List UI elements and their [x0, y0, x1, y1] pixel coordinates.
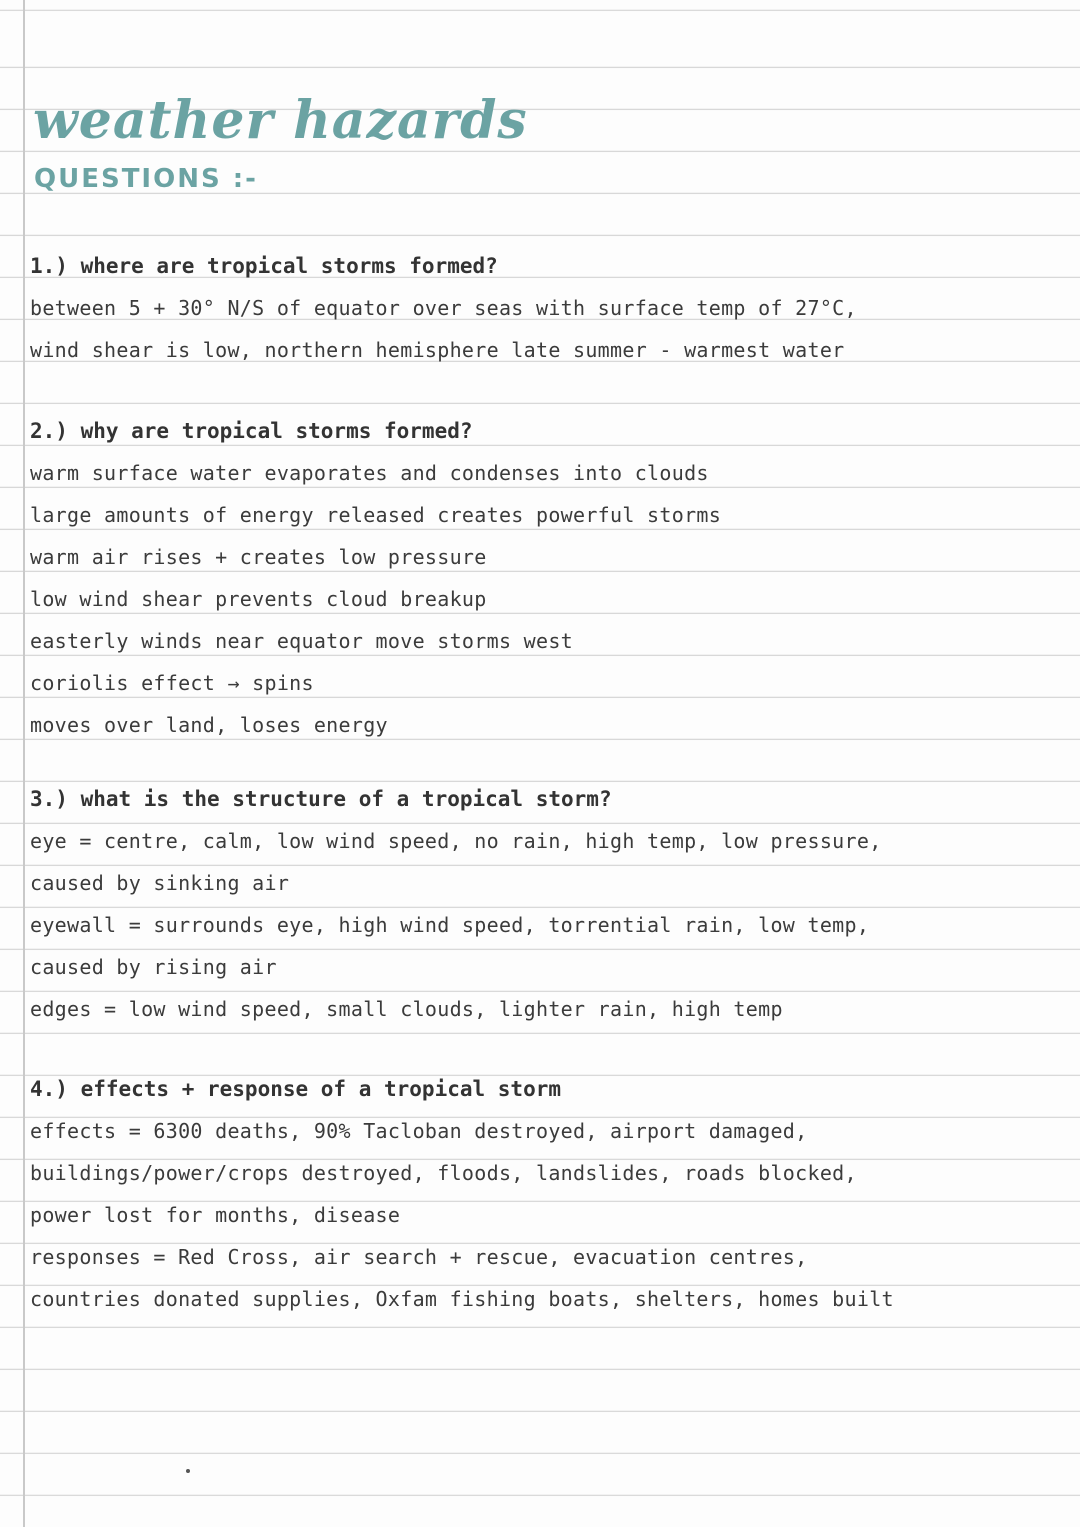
page-title: weather hazards — [33, 90, 528, 151]
margin-line — [23, 0, 25, 1527]
answer-line: warm surface water evaporates and condenses into clouds — [30, 461, 709, 485]
answer-line: low wind shear prevents cloud breakup — [30, 587, 487, 611]
questions-heading: QUESTIONS :- — [34, 164, 258, 194]
answer-line: caused by rising air — [30, 955, 277, 979]
question-heading: 3.) what is the structure of a tropical storm? — [30, 787, 612, 811]
answer-line: between 5 + 30° N/S of equator over seas with surface temp of 27°C, — [30, 296, 857, 320]
answer-line: edges = low wind speed, small clouds, lighter rain, high temp — [30, 997, 783, 1021]
answer-line: power lost for months, disease — [30, 1203, 401, 1227]
answer-line: effects = 6300 deaths, 90% Tacloban destroyed, airport damaged, — [30, 1119, 808, 1143]
answer-line: coriolis effect → spins — [30, 671, 314, 695]
question-heading: 1.) where are tropical storms formed? — [30, 254, 498, 278]
question-section-3 — [30, 778, 1060, 1030]
answer-line: easterly winds near equator move storms west — [30, 629, 574, 653]
answer-line: wind shear is low, northern hemisphere late summer - warmest water — [30, 338, 845, 362]
question-section-2 — [30, 410, 1060, 746]
answer-line: eyewall = surrounds eye, high wind speed, torrential rain, low temp, — [30, 913, 870, 937]
question-section-1 — [30, 245, 1060, 371]
answer-line: buildings/power/crops destroyed, floods, landslides, roads blocked, — [30, 1161, 857, 1185]
pen-dot — [186, 1469, 190, 1473]
answer-line: eye = centre, calm, low wind speed, no rain, high temp, low pressure, — [30, 829, 882, 853]
question-heading: 4.) effects + response of a tropical storm — [30, 1077, 562, 1101]
answer-line: large amounts of energy released creates powerful storms — [30, 503, 722, 527]
question-section-4 — [30, 1068, 1060, 1320]
answer-line: moves over land, loses energy — [30, 713, 388, 737]
answer-line: responses = Red Cross, air search + rescue, evacuation centres, — [30, 1245, 808, 1269]
question-heading: 2.) why are tropical storms formed? — [30, 419, 473, 443]
answer-line: caused by sinking air — [30, 871, 290, 895]
answer-line: warm air rises + creates low pressure — [30, 545, 487, 569]
answer-line: countries donated supplies, Oxfam fishing boats, shelters, homes built — [30, 1287, 894, 1311]
